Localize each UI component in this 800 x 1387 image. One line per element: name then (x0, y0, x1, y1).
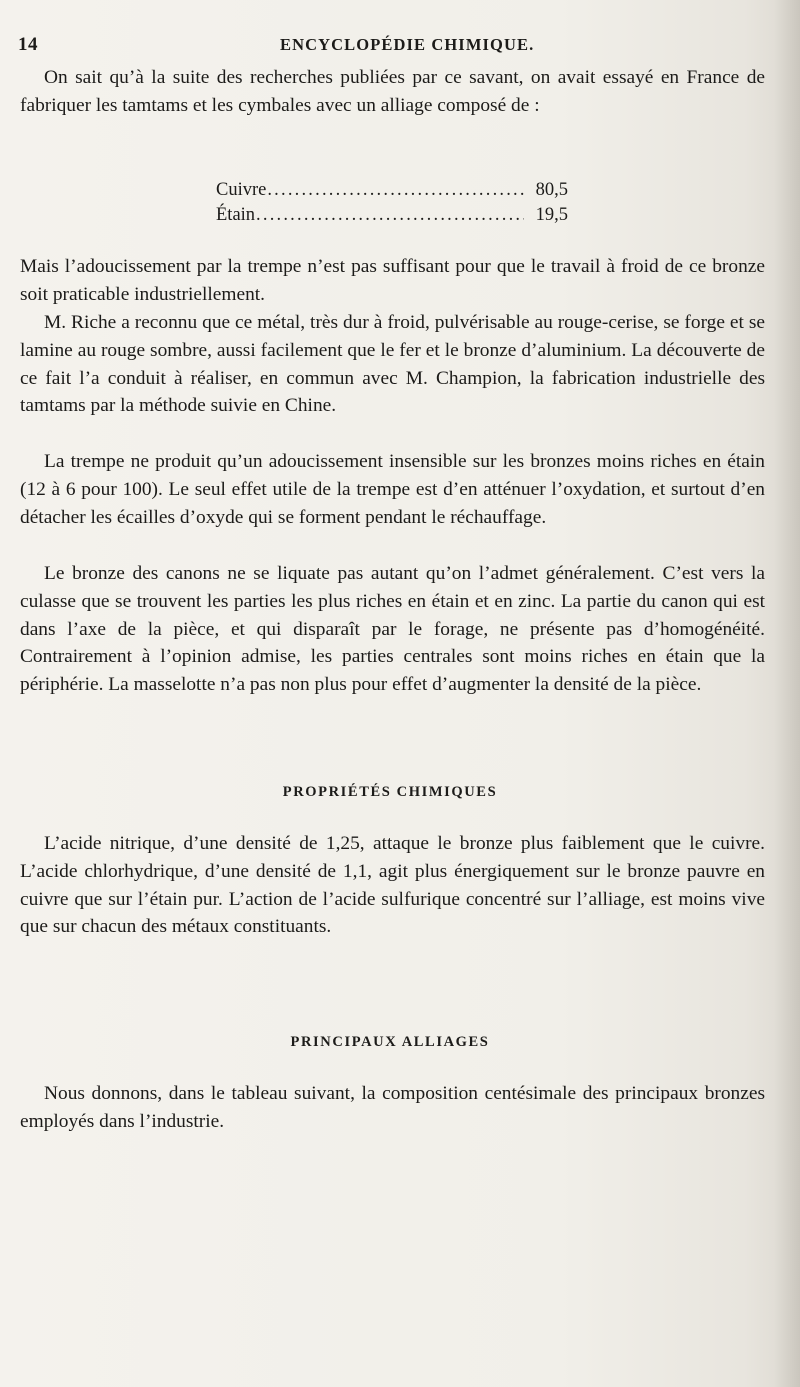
paragraph-softening: Mais l’adoucissement par la trempe n’est pas suffisant pour que le travail à froid de ce bronze soit praticable industriellement. (20, 256, 765, 305)
paragraph-table-intro: Nous donnons, dans le tableau suivant, la composition centésimale des principaux bronzes employés dans l’industrie. (20, 1083, 765, 1132)
paragraph-intro: On sait qu’à la suite des recherches publiées par ce savant, on avait essayé en France de fabriquer les tamtams et les cymbales avec un alliage composé de : (20, 67, 765, 116)
composition-value: 80,5 (535, 180, 568, 200)
page-edge-shadow (774, 0, 800, 1387)
paragraph-canons: Le bronze des canons ne se liquate pas autant qu’on l’admet généralement. C’est vers la culasse que se trouvent les parties les plus riches en étain et en zinc. La partie du canon qui est dans l’axe de la pièce, et qui disparaît par le forage, ne présente pas d’homogénéité. Contrairement à l’opinion admise, les parties centrales sont moins riches en étain que la périphérie. La masselotte n’a pas non plus pour effet d’augmenter la densité de la pièce. (20, 563, 765, 696)
composition-list (216, 178, 568, 228)
running-head (18, 34, 758, 58)
dot-leader (256, 203, 524, 228)
paragraph-trempe: La trempe ne produit qu’un adoucissement insensible sur les bronzes moins riches en étain (12 à 6 pour 100). Le seul effet utile de la trempe est d’en atténuer l’oxydation, et surtout d’en détacher les écailles d’oxyde qui se forment pendant le réchauffage. (20, 451, 765, 528)
paragraph-acids: L’acide nitrique, d’une densité de 1,25, attaque le bronze plus faiblement que le cuivre. L’acide chlorhydrique, d’une densité de 1,1, agit plus énergiquement sur le bronze pauvre en cuivre que sur l’étain pur. L’action de l’acide sulfurique concentré sur l’alliage, est moins vive que sur chacun des métaux constituants. (20, 833, 765, 938)
composition-label: Cuivre (216, 180, 267, 200)
composition-label: Étain (216, 205, 256, 225)
section-heading-chemical-properties: PROPRIÉTÉS CHIMIQUES (282, 784, 498, 800)
section-heading-main-alloys: PRINCIPAUX ALLIAGES (290, 1034, 490, 1050)
page-number: 14 (18, 34, 38, 55)
composition-row-tin (216, 203, 568, 228)
dot-leader (267, 178, 524, 203)
composition-row-copper (216, 178, 568, 203)
running-title: ENCYCLOPÉDIE CHIMIQUE. (280, 35, 535, 54)
paragraph-riche: M. Riche a reconnu que ce métal, très dur à froid, pulvérisable au rouge-cerise, se forge et se lamine au rouge sombre, aussi facilement que le fer et le bronze d’aluminium. La découverte de ce fait l’a conduit à réaliser, en commun avec M. Champion, la fabrication industrielle des tamtams par la méthode suivie en Chine. (20, 312, 765, 417)
composition-value: 19,5 (535, 205, 568, 225)
